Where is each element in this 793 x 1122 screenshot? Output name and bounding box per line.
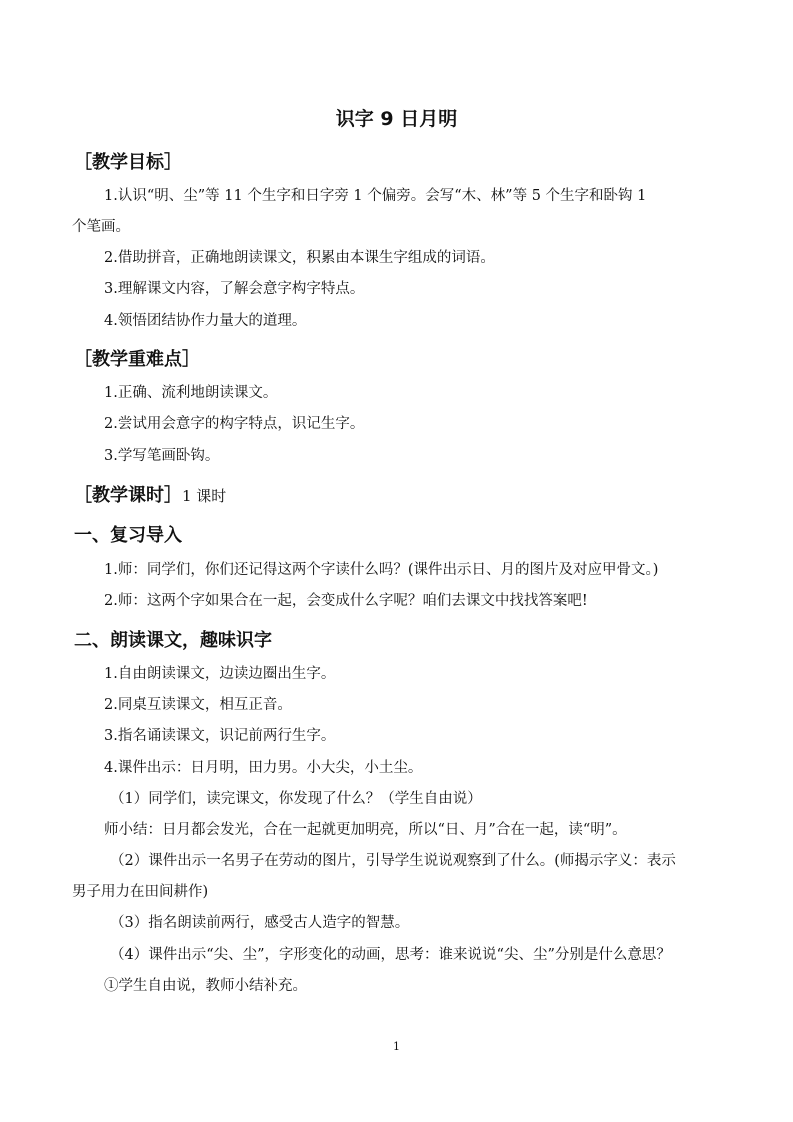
part2-line: 1.自由朗读课文，边读边圈出生字。 <box>104 666 336 682</box>
part2-line: 4.课件出示：日月明，田力男。小大尖，小土尘。 <box>104 760 423 776</box>
part2-line: 2.同桌互读课文，相互正音。 <box>104 697 292 713</box>
part1-heading: 一、复习导入 <box>74 525 182 546</box>
part2-line: （1）同学们，读完课文，你发现了什么？（学生自由说） <box>110 791 482 807</box>
goal-line: 3.理解课文内容，了解会意字构字特点。 <box>104 281 365 297</box>
key-point-line: 2.尝试用会意字的构字特点，识记生字。 <box>104 416 365 432</box>
goals-heading: ［教学目标］ <box>74 152 182 173</box>
key-point-line: 1.正确、流利地朗读课文。 <box>104 385 278 401</box>
key-point-line: 3.学写笔画卧钩。 <box>104 448 220 464</box>
part2-line: （4）课件出示“尖、尘”，字形变化的动画，思考：谁来说说“尖、尘”分别是什么意思？ <box>110 947 671 963</box>
goal-line: 个笔画。 <box>72 219 130 235</box>
part2-line: （2）课件出示一名男子在劳动的图片，引导学生说说观察到了什么。(师揭示字义：表示 <box>110 853 676 869</box>
goal-line: 1.认识“明、尘”等 11 个生字和日字旁 1 个偏旁。会写“木、林”等 5 个生字和卧钩 1 <box>104 188 647 204</box>
part2-line: ①学生自由说，教师小结补充。 <box>104 978 307 994</box>
class-time-value: 1 课时 <box>182 487 227 505</box>
part2-line: 3.指名诵读课文，识记前两行生字。 <box>104 728 336 744</box>
class-time-label: ［教学课时］ <box>74 485 182 506</box>
goal-line: 2.借助拼音，正确地朗读课文，积累由本课生字组成的词语。 <box>104 250 495 266</box>
class-time-heading <box>74 481 226 507</box>
part2-heading: 二、朗读课文，趣味识字 <box>74 630 272 651</box>
part1-line: 2.师：这两个字如果合在一起，会变成什么字呢？咱们去课文中找找答案吧! <box>104 593 588 609</box>
part2-line: 师小结：日月都会发光，合在一起就更加明亮，所以“日、月”合在一起，读“明”。 <box>104 822 627 838</box>
part1-line: 1.师：同学们，你们还记得这两个字读什么吗？(课件出示日、月的图片及对应甲骨文。) <box>104 562 659 578</box>
goal-line: 4.领悟团结协作力量大的道理。 <box>104 313 307 329</box>
page-title: 识字 9 日月明 <box>335 108 458 130</box>
part2-line: 男子用力在田间耕作) <box>72 884 209 900</box>
part2-line: （3）指名朗读前两行，感受古人造字的智慧。 <box>110 915 410 931</box>
key-points-heading: ［教学重难点］ <box>74 349 200 370</box>
page-number: 1 <box>393 1040 400 1053</box>
